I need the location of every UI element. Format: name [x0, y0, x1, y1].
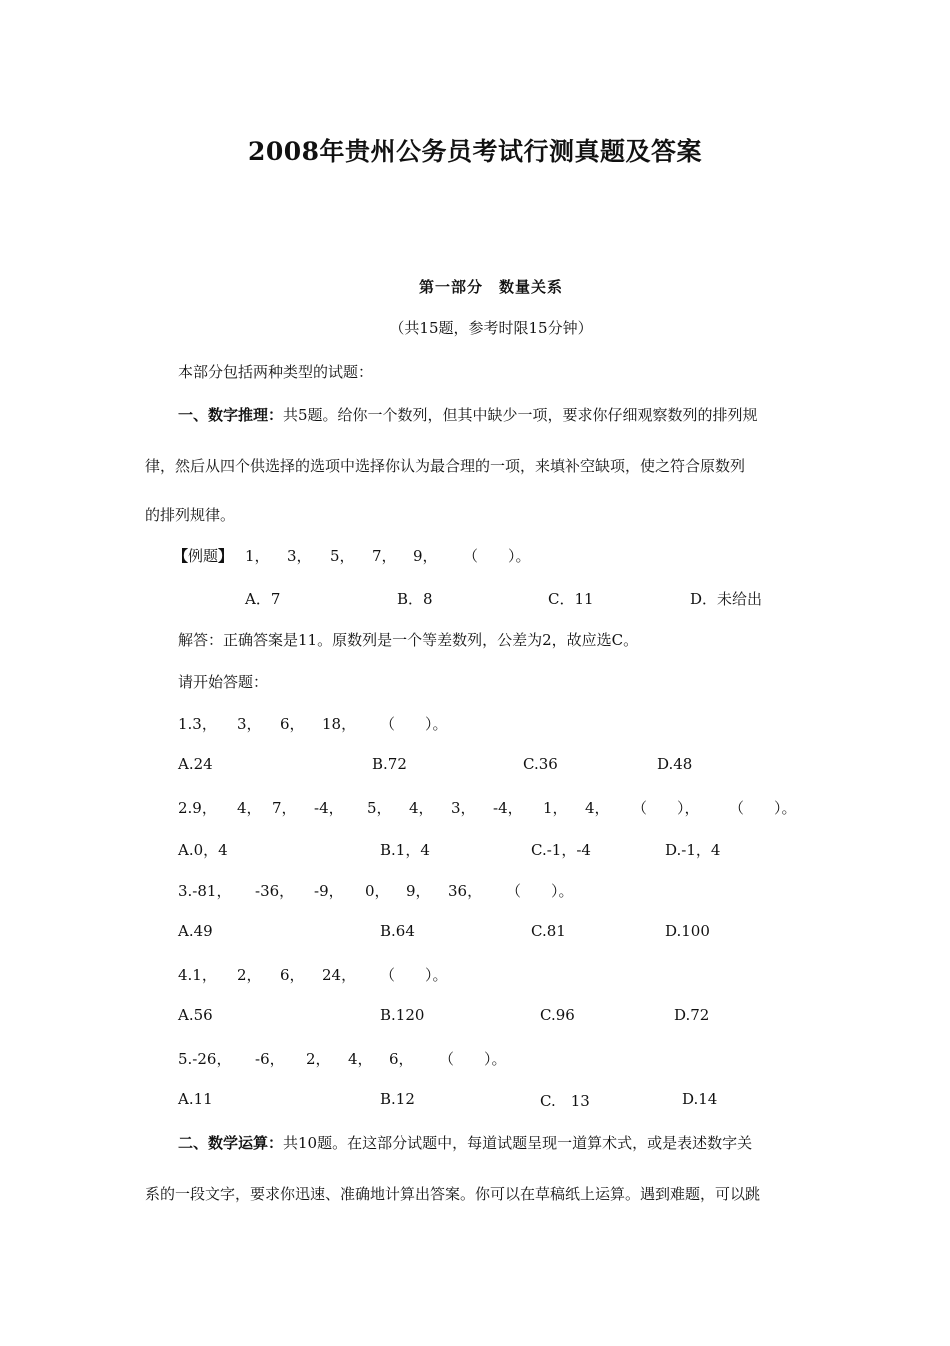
- example-seq-3: 5，: [330, 547, 355, 565]
- example-seq-4: 7，: [372, 547, 397, 565]
- example-option-d: D．未给出: [690, 590, 763, 608]
- q5-seq-5: 6，: [389, 1050, 414, 1068]
- document-title: 2008年贵州公务员考试行测真题及答案: [247, 137, 703, 166]
- q1-option-b: B.72: [372, 755, 407, 773]
- q4-seq-blank: （ ）。: [380, 966, 448, 984]
- q4-option-c: C.96: [540, 1006, 575, 1024]
- q2-seq-10: 4，: [585, 799, 610, 817]
- q4-seq-2: 2，: [237, 966, 262, 984]
- q2-option-a: A.0，4: [178, 841, 228, 859]
- q2-seq-1: 2.9，: [178, 799, 217, 817]
- part2-text: 共10题。在这部分试题中，每道试题呈现一道算术式，或是表述数字关: [283, 1134, 753, 1152]
- q5-option-d: D.14: [682, 1090, 718, 1108]
- q4-option-b: B.120: [380, 1006, 425, 1024]
- q2-seq-7: 3，: [451, 799, 476, 817]
- q3-seq-blank: （ ）。: [506, 882, 574, 900]
- q3-option-d: D.100: [665, 922, 710, 940]
- q2-seq-blank-2: （ ）。: [729, 799, 797, 817]
- q3-seq-2: -36，: [255, 882, 295, 900]
- example-seq-5: 9，: [413, 547, 438, 565]
- q3-option-c: C.81: [531, 922, 566, 940]
- part2-heading: 二、数学运算：: [178, 1134, 284, 1152]
- q1-seq-2: 3，: [237, 715, 262, 733]
- example-option-b: B．8: [397, 590, 433, 608]
- part1-heading: 一、数字推理：: [178, 406, 284, 424]
- part2-paragraph-line1: [178, 1132, 752, 1153]
- part1-text: 共5题。给你一个数列，但其中缺少一项，要求你仔细观察数列的排列规: [283, 406, 758, 424]
- q3-seq-5: 9，: [406, 882, 431, 900]
- start-prompt: 请开始答题：: [178, 673, 269, 691]
- q5-seq-1: 5.-26，: [178, 1050, 232, 1068]
- q2-option-b: B.1，4: [380, 841, 430, 859]
- q5-option-c: C. 13: [540, 1092, 590, 1110]
- q2-seq-9: 1，: [543, 799, 568, 817]
- q2-option-d: D.-1，4: [665, 841, 721, 859]
- example-tag: 【例题】: [173, 547, 234, 565]
- q3-seq-3: -9，: [314, 882, 344, 900]
- q2-seq-2: 4，: [237, 799, 262, 817]
- example-seq-1: 1，: [245, 547, 270, 565]
- q2-seq-5: 5，: [367, 799, 392, 817]
- example-seq-2: 3，: [287, 547, 312, 565]
- q5-option-b: B.12: [380, 1090, 415, 1108]
- q4-option-a: A.56: [178, 1006, 213, 1024]
- q2-seq-8: -4，: [493, 799, 523, 817]
- section-intro: 本部分包括两种类型的试题：: [178, 363, 374, 381]
- q5-option-a: A.11: [178, 1090, 213, 1108]
- q1-option-d: D.48: [657, 755, 693, 773]
- part1-paragraph-line2: 律，然后从四个供选择的选项中选择你认为最合理的一项，来填补空缺项，使之符合原数列: [145, 457, 746, 475]
- q2-option-c: C.-1，-4: [531, 841, 591, 859]
- q5-seq-blank: （ ）。: [439, 1050, 507, 1068]
- q1-seq-3: 6，: [280, 715, 305, 733]
- q1-option-a: A.24: [178, 755, 213, 773]
- q3-seq-4: 0，: [365, 882, 390, 900]
- q1-seq-4: 18，: [322, 715, 357, 733]
- section-note: （共15题，参考时限15分钟）: [389, 319, 593, 337]
- q3-option-b: B.64: [380, 922, 415, 940]
- q2-seq-blank-1: （ ），: [632, 799, 700, 817]
- q4-seq-3: 6，: [280, 966, 305, 984]
- q3-seq-6: 36，: [448, 882, 483, 900]
- q5-seq-4: 4，: [348, 1050, 373, 1068]
- q3-option-a: A.49: [178, 922, 213, 940]
- q1-option-c: C.36: [523, 755, 558, 773]
- q3-seq-1: 3.-81，: [178, 882, 232, 900]
- q5-seq-3: 2，: [306, 1050, 331, 1068]
- q4-seq-4: 24，: [322, 966, 357, 984]
- section-title: 第一部分 数量关系: [418, 278, 563, 296]
- q2-seq-4: -4，: [314, 799, 344, 817]
- example-seq-blank: （ ）。: [463, 547, 531, 565]
- q5-seq-2: -6，: [255, 1050, 285, 1068]
- example-option-a: A．7: [245, 590, 281, 608]
- q2-seq-6: 4，: [409, 799, 434, 817]
- part1-paragraph-line3: 的排列规律。: [145, 506, 236, 524]
- part1-paragraph-line1: [178, 404, 758, 425]
- q1-seq-1: 1.3，: [178, 715, 217, 733]
- q4-seq-1: 4.1，: [178, 966, 217, 984]
- q2-seq-3: 7，: [272, 799, 297, 817]
- part2-paragraph-line2: 系的一段文字，要求你迅速、准确地计算出答案。你可以在草稿纸上运算。遇到难题，可以跳: [145, 1185, 761, 1203]
- example-answer: 解答：正确答案是11。原数列是一个等差数列，公差为2，故应选C。: [178, 631, 639, 649]
- q1-seq-blank: （ ）。: [380, 715, 448, 733]
- q4-option-d: D.72: [674, 1006, 710, 1024]
- example-option-c: C．11: [548, 590, 594, 608]
